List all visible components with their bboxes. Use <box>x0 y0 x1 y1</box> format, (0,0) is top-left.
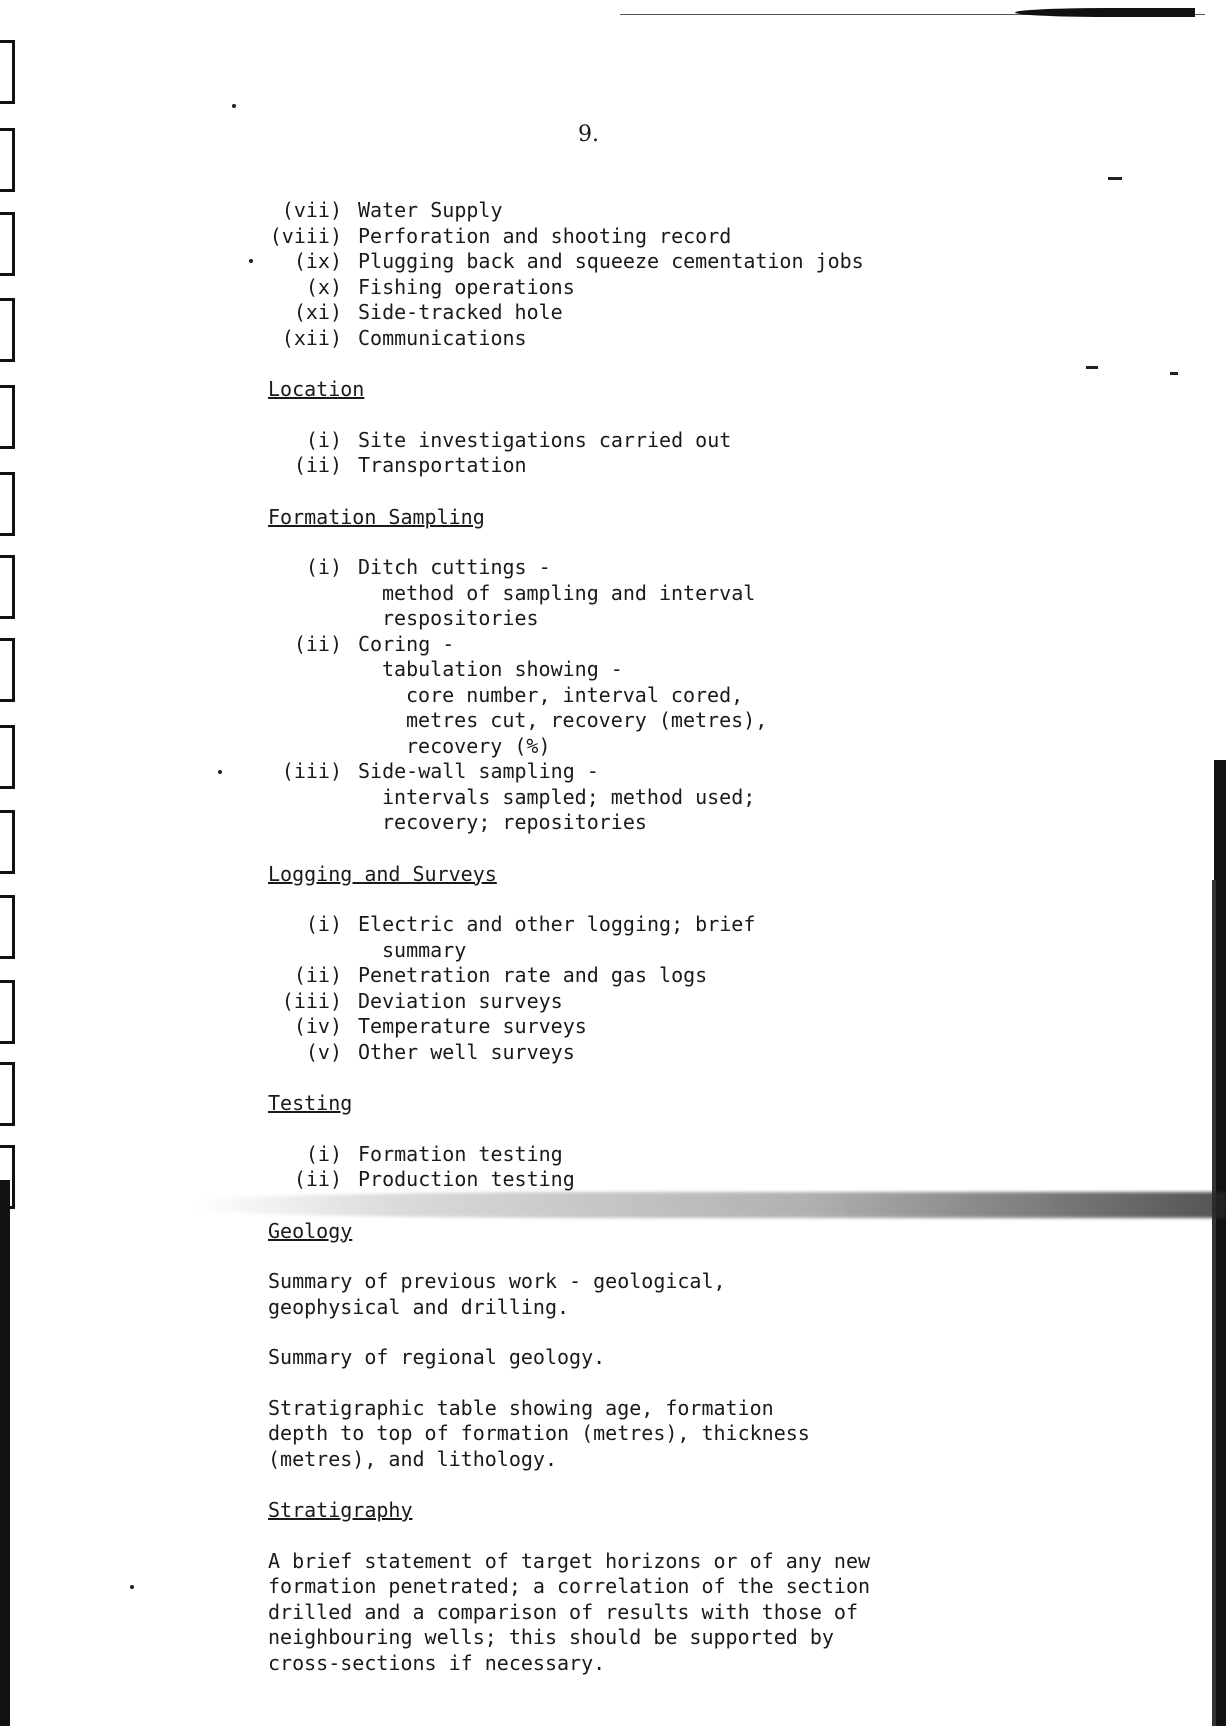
item-number: (iii) <box>281 759 342 783</box>
item-number: (ix) <box>293 249 342 273</box>
heading-formation-sampling: Formation Sampling <box>268 504 485 529</box>
list-item <box>268 632 928 658</box>
item-text: tabulation showing - <box>382 657 623 681</box>
item-text: Production testing <box>358 1167 575 1191</box>
item-text: Electric and other logging; brief <box>358 912 756 936</box>
item-text: Perforation and shooting record <box>358 223 732 248</box>
speck <box>232 104 236 108</box>
item-text: Fishing operations <box>358 274 575 299</box>
geology-paragraph: Summary of regional geology. <box>268 1345 606 1369</box>
page-number: 9. <box>578 122 599 147</box>
item-text: intervals sampled; method used; <box>382 784 756 809</box>
item-text: respositories <box>382 606 539 630</box>
item-number: (v) <box>305 1039 342 1064</box>
list-item <box>268 300 928 326</box>
item-number: (i) <box>305 1141 342 1166</box>
list-item <box>268 275 928 301</box>
list-item <box>268 453 928 479</box>
item-text: recovery; repositories <box>382 810 647 834</box>
item-number: (xii) <box>281 325 342 350</box>
scan-right-shadow <box>1212 880 1216 1726</box>
heading-geology: Geology <box>268 1218 353 1243</box>
geology-paragraph: Stratigraphic table showing age, formation depth to top of formation (metres), thickness (metres), and lithology. <box>268 1395 810 1471</box>
scan-left-edge <box>0 1180 10 1726</box>
item-number: (xi) <box>293 300 342 324</box>
heading-logging-surveys: Logging and Surveys <box>268 861 497 886</box>
item-number: (ii) <box>293 453 342 477</box>
item-number: (ii) <box>293 1167 342 1191</box>
item-number: (i) <box>305 912 342 936</box>
speck <box>249 259 253 263</box>
list-item <box>268 555 928 581</box>
heading-stratigraphy: Stratigraphy <box>268 1498 413 1522</box>
document-body <box>268 198 928 1676</box>
item-text: recovery (%) <box>406 733 551 758</box>
speck <box>1086 366 1098 369</box>
item-text: summary <box>382 937 467 962</box>
speck <box>218 770 222 774</box>
list-item <box>268 989 928 1015</box>
list-item <box>268 428 928 454</box>
list-item <box>268 198 928 224</box>
list-item <box>268 224 928 250</box>
heading-location: Location <box>268 377 365 401</box>
list-item <box>268 1014 928 1040</box>
item-text: Penetration rate and gas logs <box>358 963 708 987</box>
item-number: (ii) <box>293 631 342 656</box>
item-text: method of sampling and interval <box>382 580 756 605</box>
list-item <box>268 1040 928 1066</box>
list-item <box>268 1167 928 1193</box>
item-text: Transportation <box>358 453 527 477</box>
list-item <box>268 326 928 352</box>
item-number: (vii) <box>281 198 342 222</box>
item-number: (iii) <box>281 988 342 1013</box>
list-item <box>268 249 928 275</box>
list-item <box>268 1142 928 1168</box>
item-text: Formation testing <box>358 1141 563 1166</box>
item-text: core number, interval cored, <box>406 682 744 707</box>
item-text: Side-wall sampling - <box>358 759 599 783</box>
item-text: Communications <box>358 325 527 350</box>
item-number: (i) <box>305 427 342 452</box>
item-text: Side-tracked hole <box>358 300 563 324</box>
heading-testing: Testing <box>268 1091 353 1115</box>
item-text: Temperature surveys <box>358 1014 587 1038</box>
item-number: (ii) <box>293 963 342 987</box>
logging-list <box>268 912 928 1065</box>
item-number: (i) <box>305 555 342 579</box>
item-text: Other well surveys <box>358 1039 575 1064</box>
item-text: Site investigations carried out <box>358 427 732 452</box>
item-number: (x) <box>305 274 342 299</box>
item-number: (viii) <box>269 223 342 248</box>
item-number: (iv) <box>293 1014 342 1038</box>
intro-list <box>268 198 928 351</box>
item-text: Plugging back and squeeze cementation jobs <box>358 249 864 273</box>
formation-sampling-list <box>268 555 928 836</box>
list-item <box>268 912 928 938</box>
geology-paragraph: Summary of previous work - geological, geophysical and drilling. <box>268 1269 726 1319</box>
speck <box>1170 372 1178 375</box>
item-text: Deviation surveys <box>358 988 563 1013</box>
list-item <box>268 759 928 785</box>
speck <box>130 1585 134 1589</box>
scan-top-edge <box>620 6 1205 18</box>
item-text: Coring - <box>358 631 455 656</box>
stratigraphy-paragraph: A brief statement of target horizons or of any new formation penetrated; a correlation of the section drilled and a comparison of results with those of neighbouring wells; this should be supported by cross-sections if necessary. <box>268 1548 871 1675</box>
speck <box>1108 177 1122 180</box>
testing-list <box>268 1142 928 1193</box>
location-list <box>268 428 928 479</box>
item-text: Water Supply <box>358 198 503 222</box>
item-text: Ditch cuttings - <box>358 555 551 579</box>
list-item <box>268 963 928 989</box>
item-text: metres cut, recovery (metres), <box>406 708 768 732</box>
